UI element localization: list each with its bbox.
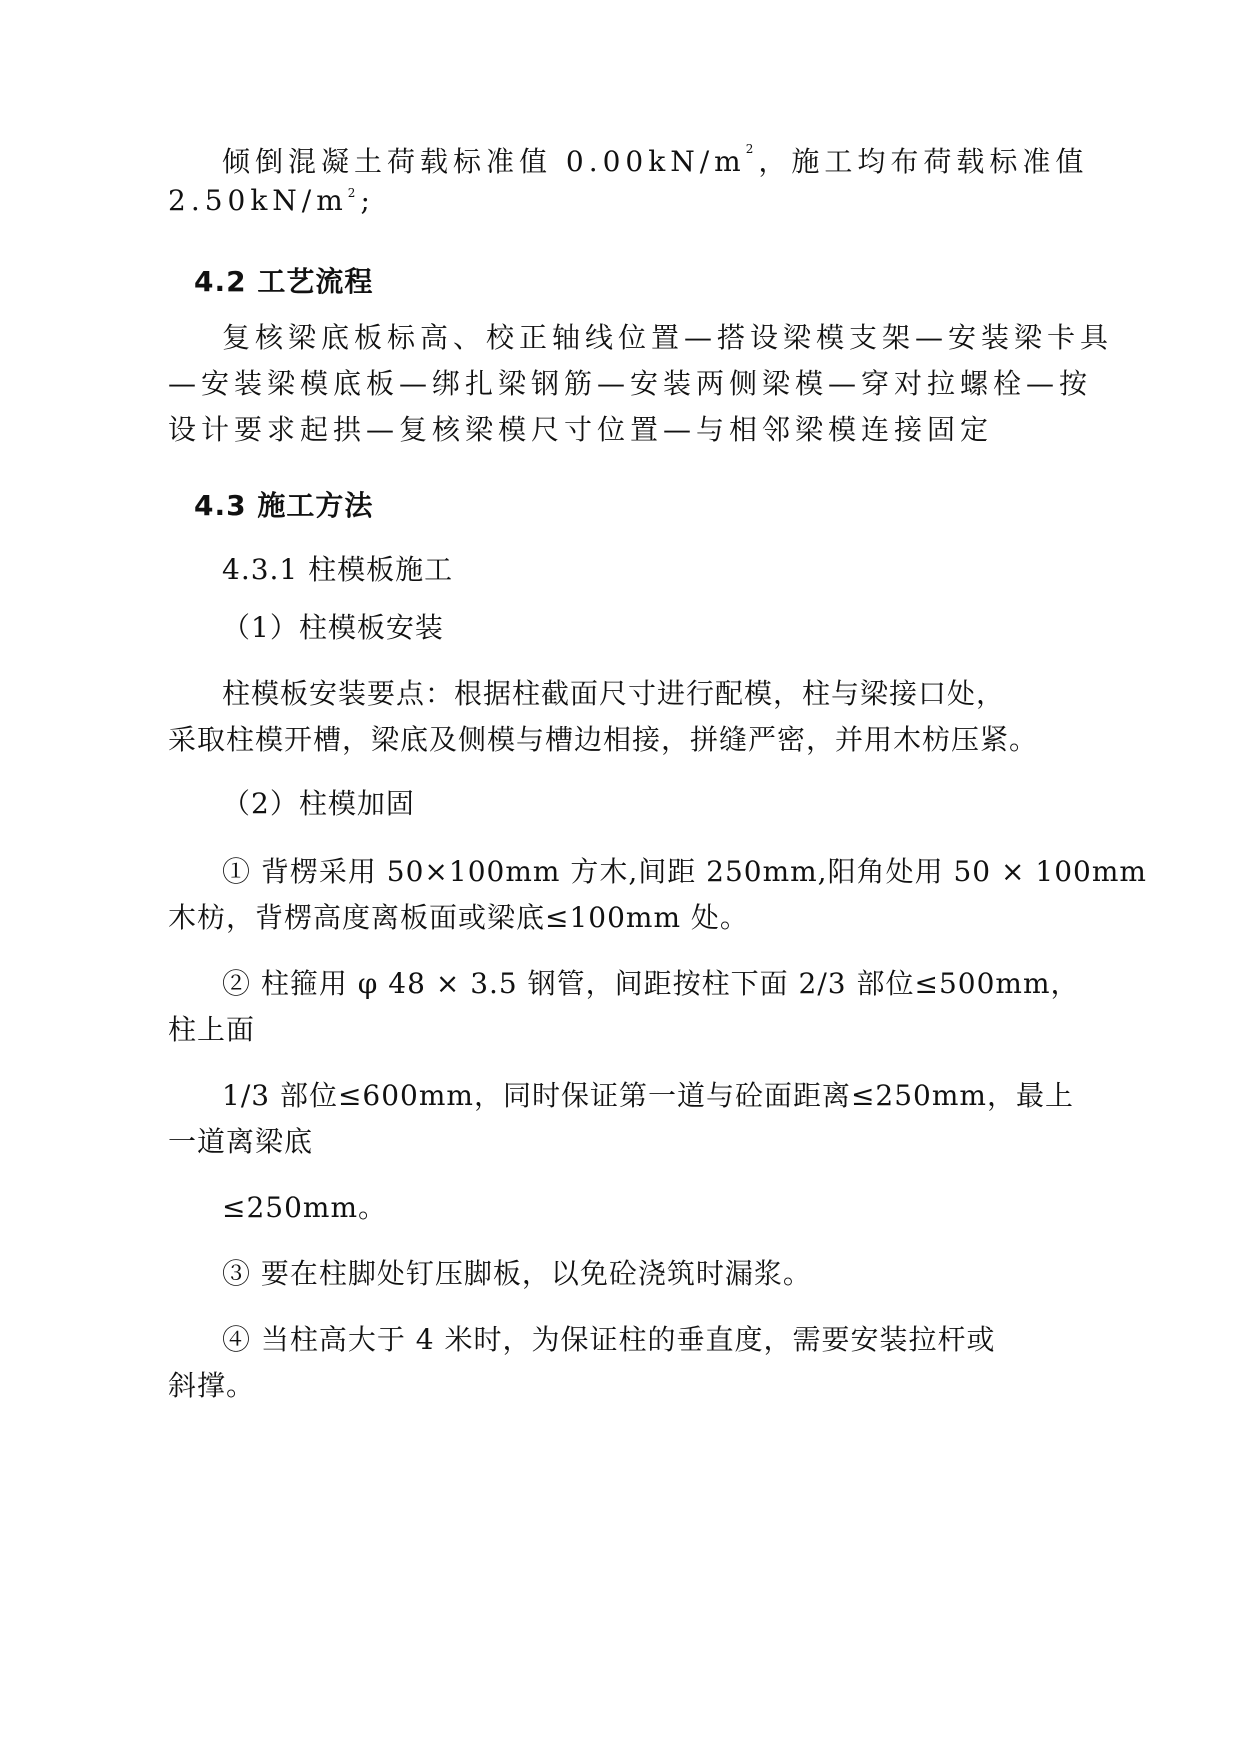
point1-line-2: 木枋，背楞高度离板面或梁底≤100mm 处。 xyxy=(168,901,749,934)
point2-line-2: 柱上面 xyxy=(168,1013,256,1046)
point2-cont-line-1: 1/3 部位≤600mm，同时保证第一道与砼面距离≤250mm，最上 xyxy=(222,1079,1074,1112)
item-title-1: （1）柱模板安装 xyxy=(222,611,444,644)
item-title-2: （2）柱模加固 xyxy=(222,787,415,820)
point2-cont-line-2: 一道离梁底 xyxy=(168,1125,314,1158)
process-line-2: —安装梁模底板—绑扎梁钢筋—安装两侧梁模—穿对拉螺栓—按 xyxy=(168,367,1093,400)
load-sup-1: 2 xyxy=(745,142,759,156)
load-sup-2: 2 xyxy=(347,186,361,200)
load-text-1b: ，施工均布荷载标准值 xyxy=(758,145,1089,178)
point4-line-2: 斜撑。 xyxy=(168,1369,256,1402)
load-text-2b: ; xyxy=(360,184,375,217)
point2-line-1: ② 柱箍用 φ 48 × 3.5 钢管，间距按柱下面 2/3 部位≤500mm， xyxy=(222,967,1080,1000)
point2-end: ≤250mm。 xyxy=(222,1191,388,1224)
item1-line-2: 采取柱模开槽，梁底及侧模与槽边相接，拼缝严密，并用木枋压紧。 xyxy=(168,723,1039,756)
load-text-1a: 倾倒混凝土荷载标准值 0.00kN/m xyxy=(222,145,746,178)
point1-line-1: ① 背楞采用 50×100mm 方木,间距 250mm,阳角处用 50 × 100mm xyxy=(222,855,1147,888)
point4-line-1: ④ 当柱高大于 4 米时，为保证柱的垂直度，需要安装拉杆或 xyxy=(222,1323,996,1356)
process-line-1: 复核梁底板标高、校正轴线位置—搭设梁模支架—安装梁卡具 xyxy=(222,321,1114,354)
load-text-2a: 2.50kN/m xyxy=(168,184,348,217)
section-heading-4-3: 4.3 施工方法 xyxy=(194,489,374,522)
load-line-2 xyxy=(168,184,375,217)
section-heading-4-2: 4.2 工艺流程 xyxy=(194,265,374,298)
item1-line-1: 柱模板安装要点：根据柱截面尺寸进行配模，柱与梁接口处， xyxy=(222,677,1006,710)
process-line-3: 设计要求起拱—复核梁模尺寸位置—与相邻梁模连接固定 xyxy=(168,413,994,446)
subsection-heading-4-3-1: 4.3.1 柱模板施工 xyxy=(222,553,454,586)
load-line-1 xyxy=(222,140,1088,180)
point3-line: ③ 要在柱脚处钉压脚板，以免砼浇筑时漏浆。 xyxy=(222,1257,812,1290)
